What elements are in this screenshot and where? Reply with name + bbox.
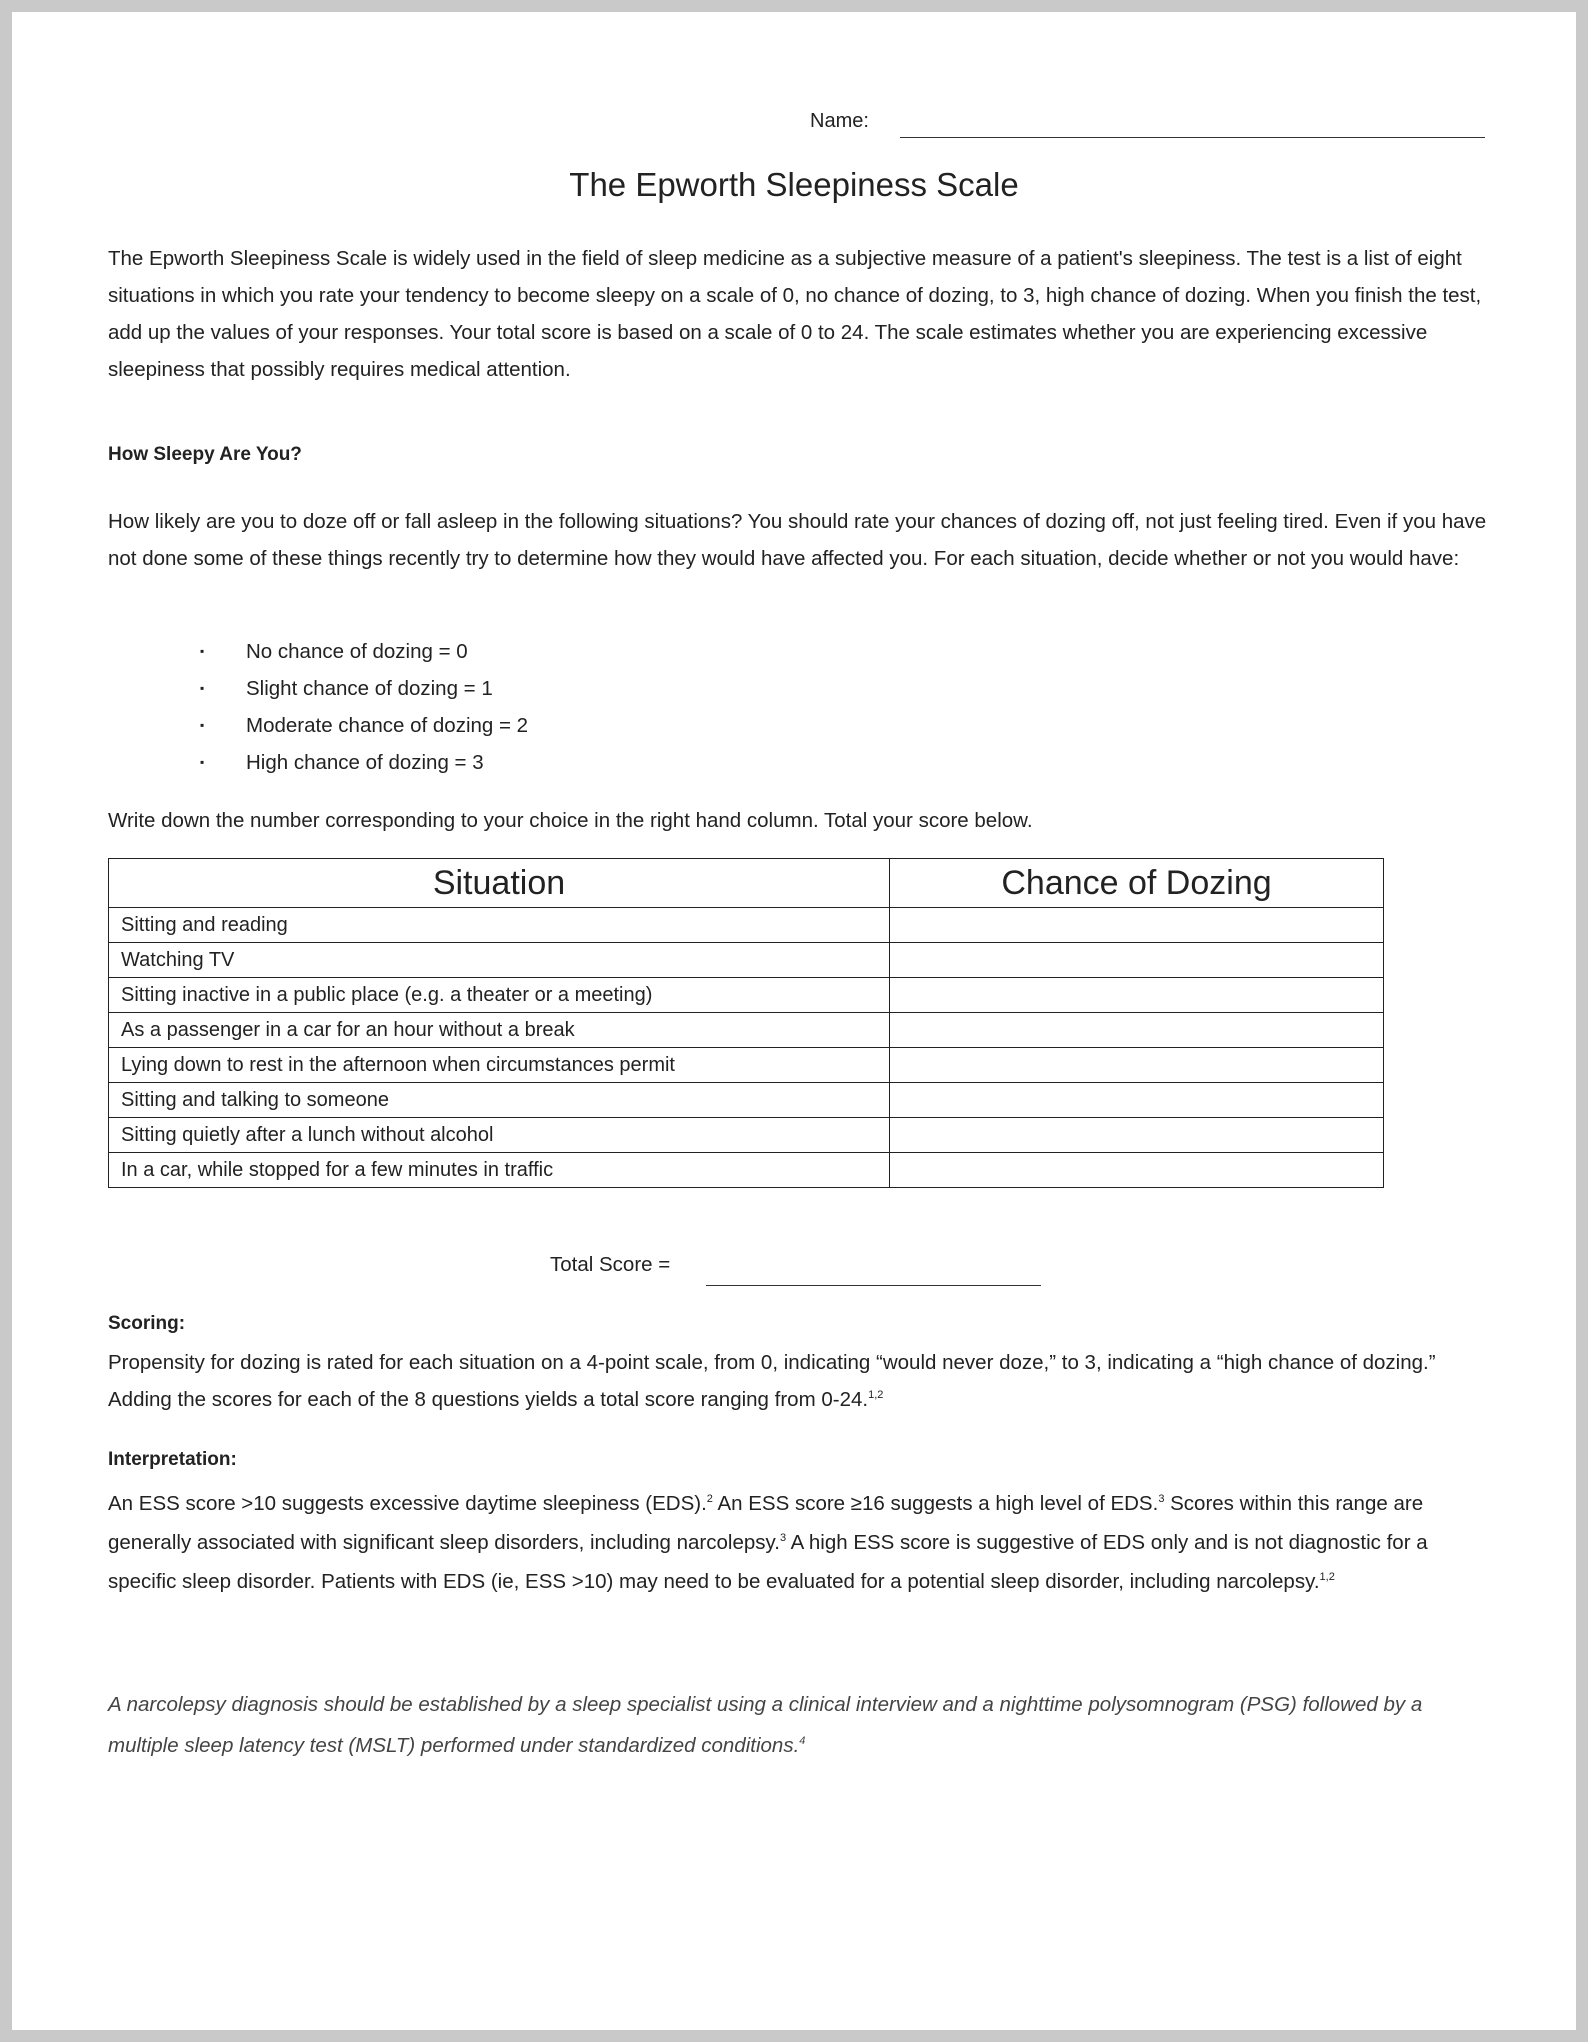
table-row bbox=[109, 1118, 1384, 1153]
score-cell[interactable] bbox=[890, 1013, 1384, 1048]
interp-text: Scores within this range are generally associated with significant sleep disorders, including narcolepsy. bbox=[108, 1491, 1424, 1554]
intro-paragraph: The Epworth Sleepiness Scale is widely used in the field of sleep medicine as a subjective measure of a patient's sleepiness. The test is a list of eight situations in which you rate your tendency to become sleepy on a scale of 0, no chance of dozing, to 3, high chance of dozing. When you finish the test, add up the values of your responses. Your total score is based on a scale of 0 to 24. The scale estimates whether you are experiencing excessive sleepiness that possibly requires medical attention. bbox=[108, 247, 1482, 381]
interpretation-paragraph bbox=[108, 1482, 1498, 1598]
scoring-paragraph bbox=[108, 1346, 1488, 1416]
header-chance: Chance of Dozing bbox=[890, 859, 1384, 908]
scoring-heading: Scoring: bbox=[108, 1313, 186, 1334]
situation-cell: Sitting and talking to someone bbox=[109, 1083, 890, 1118]
table-row bbox=[109, 1153, 1384, 1188]
scale-item: ▪ Slight chance of dozing = 1 bbox=[200, 670, 528, 707]
scale-item: ▪ Moderate chance of dozing = 2 bbox=[200, 707, 528, 744]
scale-list bbox=[200, 633, 528, 781]
situation-cell: Watching TV bbox=[109, 943, 890, 978]
name-label: Name: bbox=[810, 110, 869, 132]
situation-cell: Sitting quietly after a lunch without alcohol bbox=[109, 1118, 890, 1153]
situation-cell: Sitting inactive in a public place (e.g. a theater or a meeting) bbox=[109, 978, 890, 1013]
table-row bbox=[109, 1013, 1384, 1048]
name-field[interactable] bbox=[900, 137, 1485, 138]
score-cell[interactable] bbox=[890, 1118, 1384, 1153]
scale-item: ▪ No chance of dozing = 0 bbox=[200, 633, 528, 670]
reference: 3 bbox=[779, 1531, 787, 1544]
situation-cell: As a passenger in a car for an hour without a break bbox=[109, 1013, 890, 1048]
total-score-field[interactable] bbox=[706, 1285, 1041, 1286]
table-row bbox=[109, 1048, 1384, 1083]
interp-text: An ESS score ≥16 suggests a high level of EDS. bbox=[712, 1491, 1159, 1515]
score-cell[interactable] bbox=[890, 1048, 1384, 1083]
diagnosis-note bbox=[108, 1686, 1488, 1764]
score-cell[interactable] bbox=[890, 943, 1384, 978]
situation-cell: Lying down to rest in the afternoon when circumstances permit bbox=[109, 1048, 890, 1083]
reference: 3 bbox=[1158, 1493, 1165, 1505]
interp-text: A high ESS score is suggestive of EDS only and is not diagnostic for a specific sleep disorder. Patients with EDS (ie, ESS >10) may need to be evaluated for a potential sleep disorder, including narcolepsy. bbox=[108, 1530, 1428, 1593]
table-row bbox=[109, 908, 1384, 943]
how-sleepy-paragraph: How likely are you to doze off or fall asleep in the following situations? You should rate your chances of dozing off, not just feeling tired. Even if you have not done some of these things recently try to determine how they would have affected you. For each situation, decide whether or not you would have: bbox=[108, 510, 1487, 570]
instruction: Write down the number corresponding to your choice in the right hand column. Total your score below. bbox=[108, 809, 1033, 832]
score-cell[interactable] bbox=[890, 978, 1384, 1013]
reference: 2 bbox=[706, 1493, 713, 1505]
reference: 4 bbox=[799, 1735, 806, 1747]
scoring-text: Propensity for dozing is rated for each situation on a 4-point scale, from 0, indicating “would never doze,” to 3, indicating a “high chance of dozing.” Adding the scores for each of the 8 questions yields a total score ranging from 0-24. bbox=[108, 1351, 1436, 1411]
situation-cell: In a car, while stopped for a few minutes in traffic bbox=[109, 1153, 890, 1188]
situation-table bbox=[108, 858, 1384, 1188]
scale-item: ▪ High chance of dozing = 3 bbox=[200, 744, 528, 781]
interp-text: An ESS score >10 suggests excessive daytime sleepiness (EDS). bbox=[108, 1491, 707, 1515]
interpretation-heading: Interpretation: bbox=[108, 1449, 237, 1470]
table-row bbox=[109, 978, 1384, 1013]
score-cell[interactable] bbox=[890, 908, 1384, 943]
reference: 1,2 bbox=[1319, 1570, 1335, 1583]
table-row bbox=[109, 943, 1384, 978]
score-cell[interactable] bbox=[890, 1153, 1384, 1188]
score-cell[interactable] bbox=[890, 1083, 1384, 1118]
reference: 1,2 bbox=[868, 1389, 884, 1401]
page-title: The Epworth Sleepiness Scale bbox=[569, 166, 1019, 203]
situation-cell: Sitting and reading bbox=[109, 908, 890, 943]
total-score-label: Total Score = bbox=[550, 1253, 671, 1276]
how-sleepy-heading: How Sleepy Are You? bbox=[108, 444, 302, 465]
note-text: A narcolepsy diagnosis should be established by a sleep specialist using a clinical interview and a nighttime polysomnogram (PSG) followed by a multiple sleep latency test (MSLT) performed under standardized conditions. bbox=[108, 1693, 1423, 1757]
table-row bbox=[109, 1083, 1384, 1118]
header-situation: Situation bbox=[109, 859, 890, 908]
